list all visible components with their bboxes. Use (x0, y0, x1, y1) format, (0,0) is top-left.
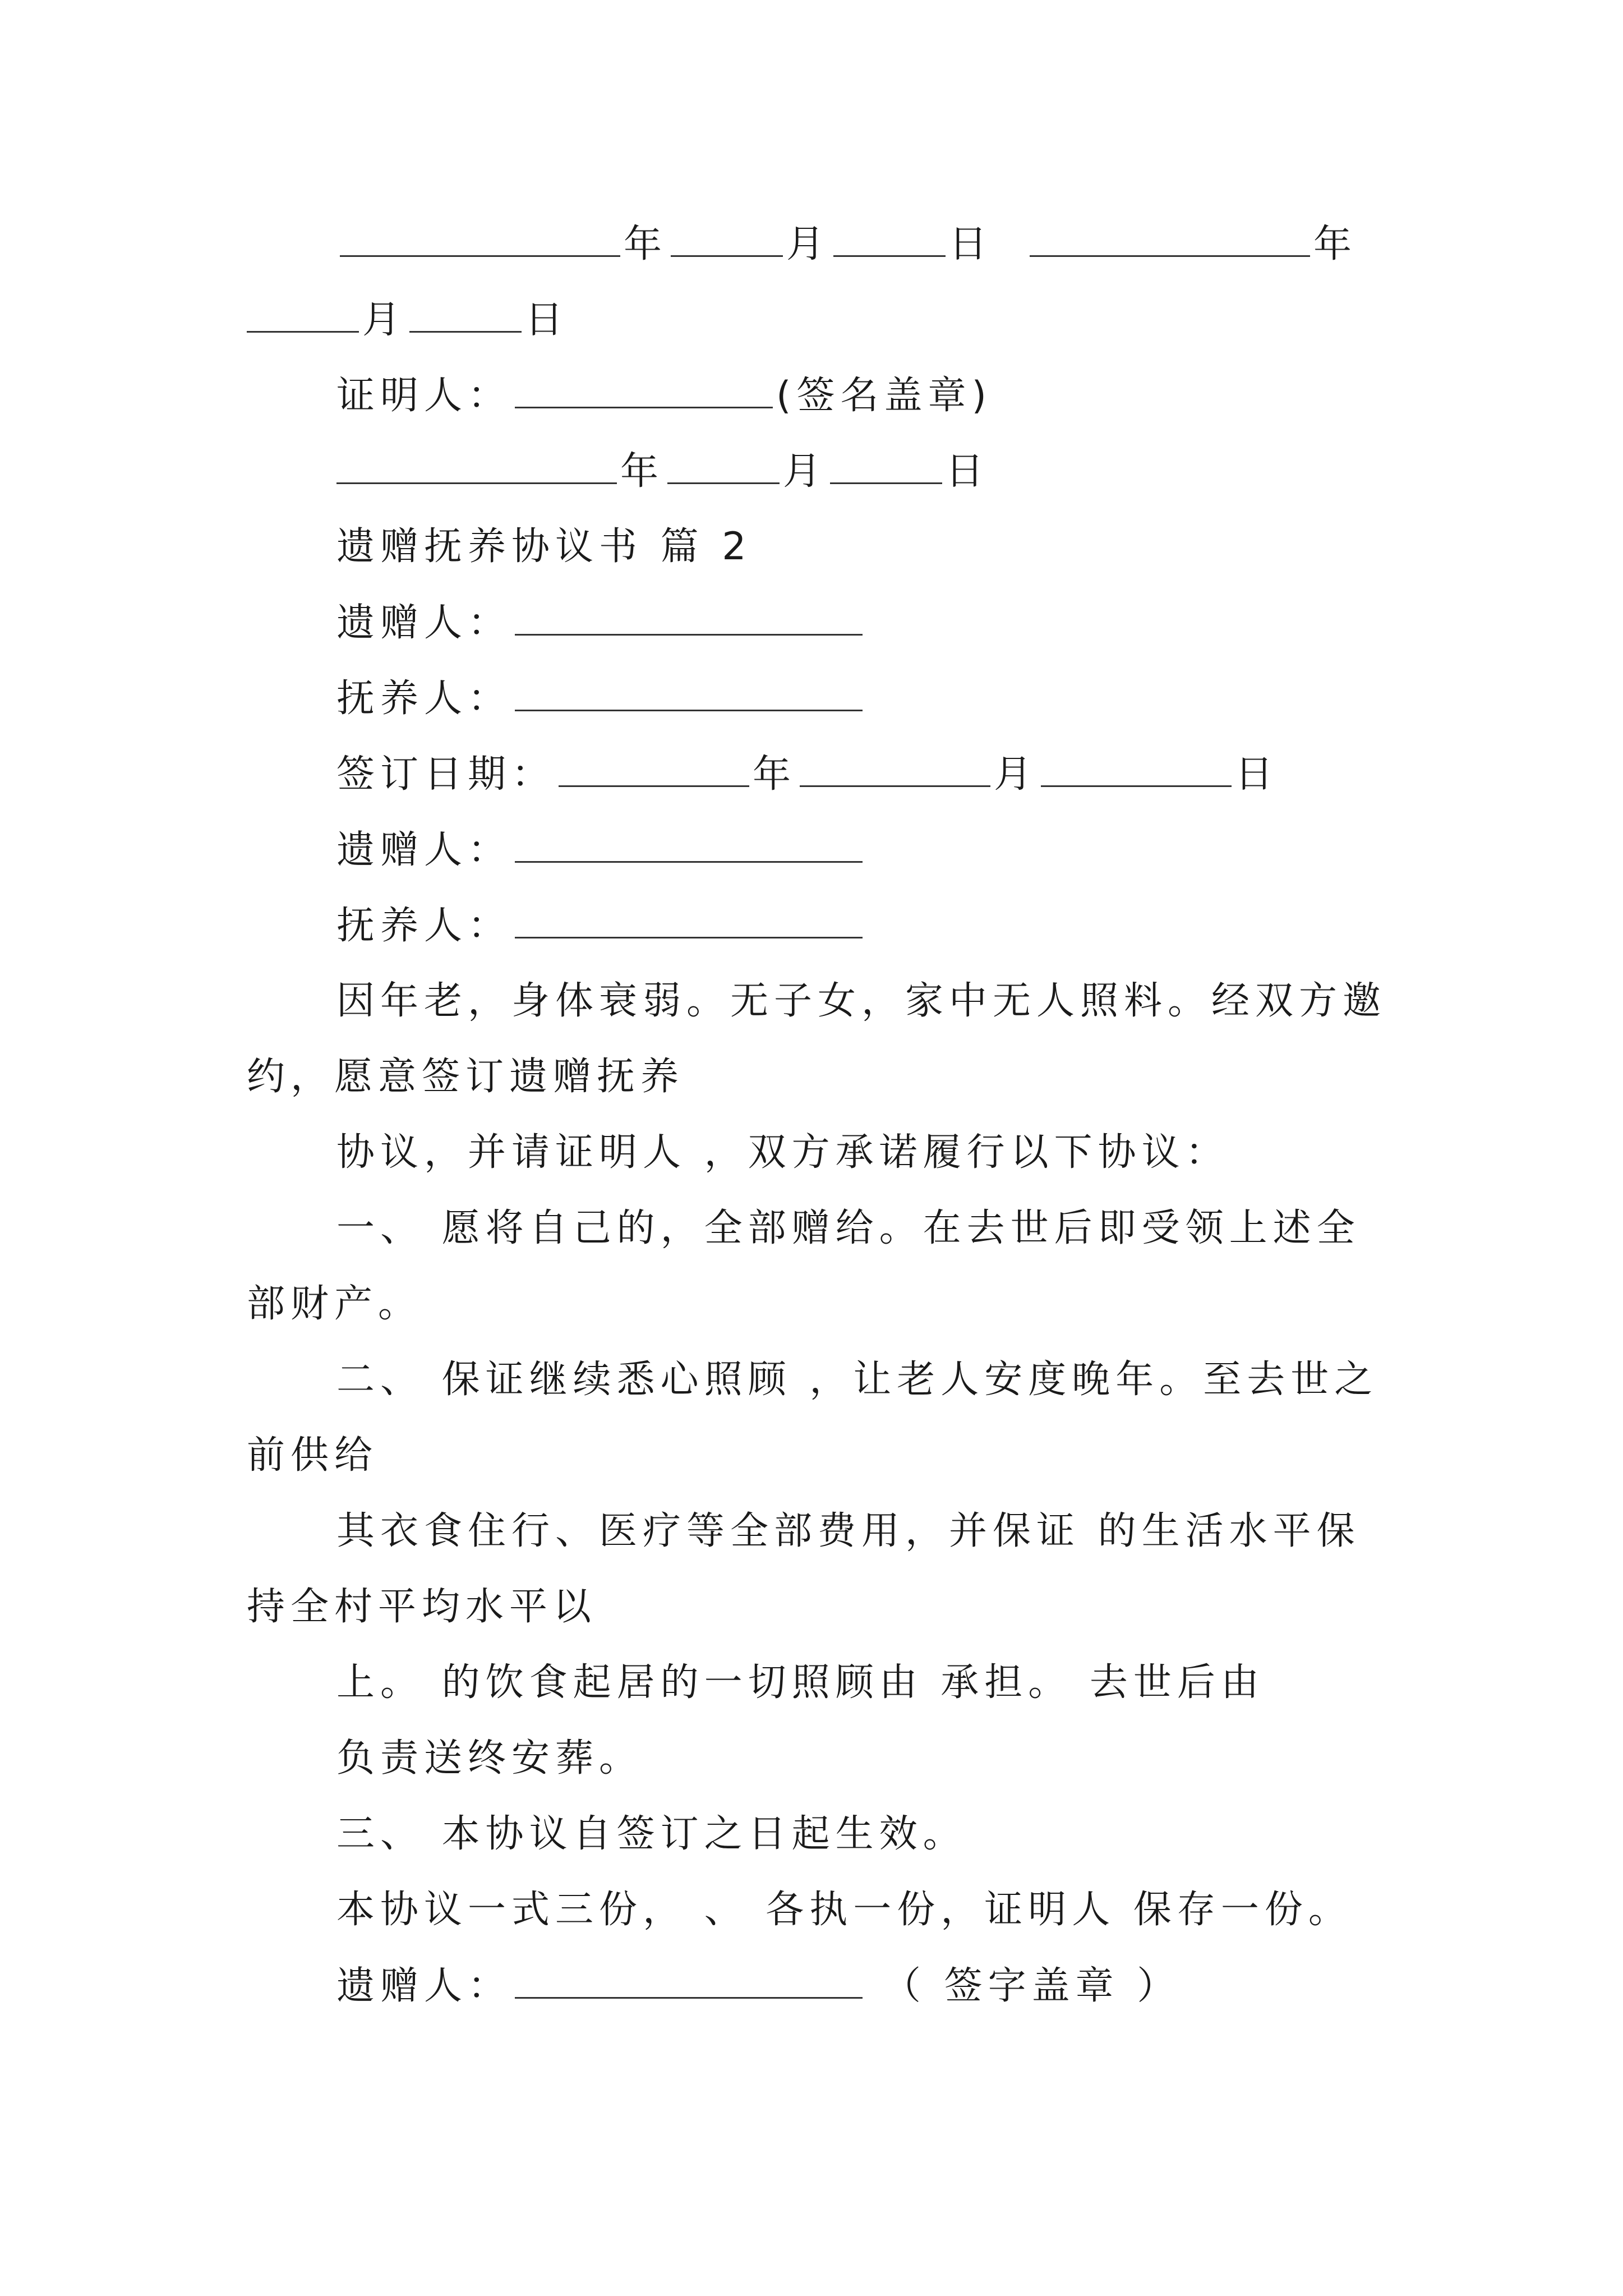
date-row-a (336, 216, 1475, 272)
date-year-text: 年 (1313, 222, 1358, 266)
supporter-label: 抚养人： (336, 904, 512, 948)
clause-line: 其衣食住行、医疗等全部费用，并保证 的生活水平保 (336, 1509, 1361, 1553)
witness-label: 证明人： (336, 374, 512, 418)
clause-line: 前供给 (247, 1433, 379, 1478)
date-day-text: 日 (1235, 752, 1279, 797)
blank-field (409, 292, 522, 333)
date-month-text: 月 (994, 752, 1038, 797)
clause-line: 部财产。 (247, 1282, 422, 1326)
bequeather-line (336, 822, 1475, 878)
date-day-text: 日 (946, 449, 990, 494)
clause-line: 持全村平均水平以 (247, 1585, 597, 1629)
blank-field (671, 216, 783, 257)
date-day-text: 日 (525, 298, 569, 342)
witness-line (336, 367, 1475, 424)
sign-date-label: 签订日期： (336, 752, 556, 797)
date-year-text: 年 (753, 752, 797, 797)
bequeather-label: 遗赠人： (336, 601, 512, 645)
blank-field (800, 746, 990, 787)
blank-field (1041, 746, 1232, 787)
blank-field (515, 1958, 863, 1999)
bequeather-line (336, 595, 1475, 651)
clause-line: 负责送终安葬。 (336, 1736, 643, 1780)
date-year-text: 年 (620, 449, 665, 494)
witness-sign-text: (签名盖章) (776, 374, 993, 418)
date-row-b (247, 292, 1385, 348)
supporter-label: 抚养人： (336, 677, 512, 721)
section-title: 遗赠抚养协议书 篇 2 (336, 524, 752, 569)
date-month-text: 月 (783, 449, 827, 494)
bequeather-label: 遗赠人： (336, 1964, 512, 2008)
clause-line: 上。 的饮食起居的一切照顾由 承担。 去世后由 (336, 1660, 1265, 1705)
bequeather-label: 遗赠人： (336, 828, 512, 872)
clause-line: 一、 愿将自己的，全部赠给。在去世后即受领上述全 (336, 1206, 1361, 1250)
paragraph-line: 约，愿意签订遗赠抚养 (247, 1055, 685, 1099)
date-year-text: 年 (624, 222, 668, 266)
blank-field (515, 670, 863, 711)
final-sign-line (336, 1958, 1475, 2014)
date-month-text: 月 (786, 222, 831, 266)
blank-field (515, 898, 863, 938)
blank-field (559, 746, 749, 787)
blank-field (1030, 216, 1310, 257)
clause-line: 三、 本协议自签订之日起生效。 (336, 1812, 967, 1856)
paragraph-line: 本协议一式三份， 、 各执一份，证明人 保存一份。 (336, 1888, 1352, 1932)
blank-field (830, 443, 942, 484)
blank-field (515, 367, 773, 408)
date-month-text: 月 (362, 298, 407, 342)
date-day-text: 日 (949, 222, 993, 266)
clause-line: 二、 保证继续悉心照顾 ，让老人安度晚年。至去世之 (336, 1358, 1378, 1402)
paragraph-line: 因年老，身体衰弱。无子女，家中无人照料。经双方邀 (336, 979, 1387, 1023)
blank-field (340, 216, 620, 257)
blank-field (247, 292, 359, 333)
blank-field (667, 443, 780, 484)
blank-field (515, 822, 863, 863)
blank-field (833, 216, 946, 257)
sign-date-line (336, 746, 1475, 802)
witness-date-line (336, 443, 1475, 499)
supporter-line (336, 898, 1475, 954)
supporter-line (336, 670, 1475, 726)
blank-field (515, 595, 863, 636)
sign-seal-text: （ 签字盖章 ） (883, 1964, 1181, 2008)
paragraph-line: 协议，并请证明人 ，双方承诺履行以下协议： (336, 1130, 1229, 1175)
blank-field (336, 443, 617, 484)
